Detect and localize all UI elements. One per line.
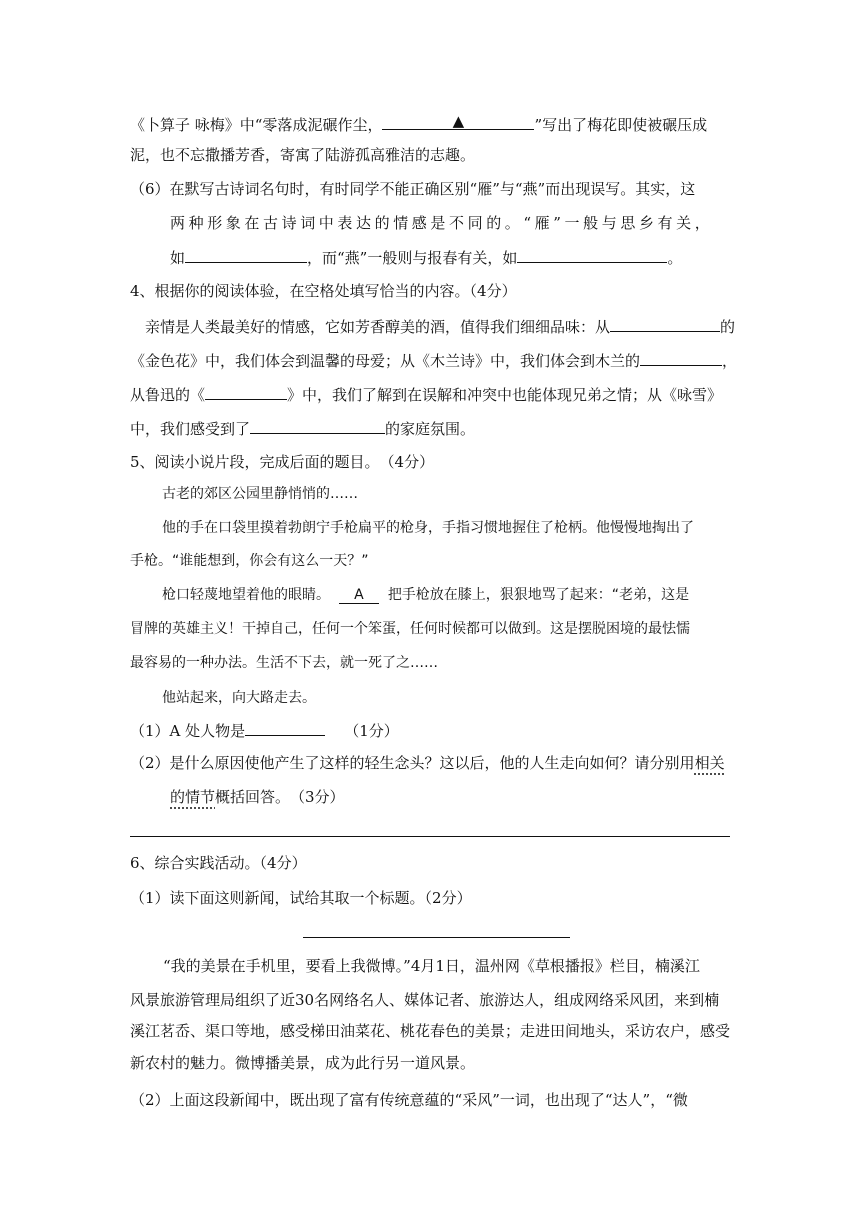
q6-news-line-4: 新农村的魅力。微博播美景，成为此行另一道风景。 [130, 1054, 476, 1072]
q4-text-2b: ， [722, 352, 738, 370]
q5-passage-p2-2: 手枪。“谁能想到，你会有这么一天？” [130, 553, 369, 569]
q4-text-2a: 《金色花》中，我们体会到温馨的母爱；从《木兰诗》中，我们体会到木兰的 [130, 352, 641, 370]
q5-sub2-emphasis-a: 相关 [694, 754, 725, 772]
q6-headline-blank [303, 937, 570, 938]
q3-text-a: 《卜算子 咏梅》中“零落成泥碾作尘， [130, 116, 383, 134]
q3-6-text-b: ，而“燕”一般则与报春有关，如 [307, 249, 518, 267]
q4-line-4 [130, 418, 475, 439]
q4-title: 4、根据你的阅读体验，在空格处填写恰当的内容。（4分） [130, 282, 517, 300]
q6-sub2: （2）上面这段新闻中，既出现了富有传统意蕴的“采风”一词，也出现了“达人”，“微 [130, 1091, 688, 1109]
q4-line-3 [130, 384, 722, 405]
q5-passage-p3-3: 最容易的一种办法。生活不下去，就一死了之…… [130, 655, 438, 671]
q5-sub2-line-2 [170, 787, 345, 807]
q5-sub2-text-a: （2）是什么原因使他产生了这样的轻生念头？这以后，他的人生走向如何？请分别用 [130, 754, 695, 772]
q6-sub1: （1）读下面这则新闻，试给其取一个标题。（2分） [130, 889, 472, 907]
q5-passage-p2-1: 他的手在口袋里摸着勃朗宁手枪扁平的枪身，手指习惯地握住了枪柄。他慢慢地掏出了 [162, 520, 694, 536]
q5-p3-text-a: 枪口轻蔑地望着他的眼睛。 [162, 587, 330, 603]
q6-news-line-2: 风景旅游管理局组织了近30名网络名人、媒体记者、旅游达人，组成网络采风团，来到楠 [130, 991, 720, 1009]
q5-passage-p3-1 [162, 585, 689, 605]
q4-text-3b: 》中，我们了解到在误解和冲突中也能体现兄弟之情；从《咏雪》 [287, 386, 723, 404]
q3-text-b: ”写出了梅花即使被碾压成 [534, 116, 708, 134]
q3-line-1 [130, 114, 707, 135]
q4-blank-3 [205, 384, 287, 400]
q3-6-text-c: 。 [667, 249, 683, 267]
q4-blank-2 [640, 350, 722, 366]
q4-text-4a: 中，我们感受到了 [130, 420, 251, 438]
q3-6-blank-1 [185, 247, 307, 263]
q5-sub2-line-1 [130, 753, 725, 773]
q4-text-1a: 亲情是人类最美好的情感，它如芳香醇美的酒，值得我们细细品味：从 [145, 318, 611, 336]
q4-line-1 [145, 316, 735, 337]
q5-sub1 [130, 720, 399, 741]
q3-line-2: 泥，也不忘撒播芳香，寄寓了陆游孤高雅洁的志趣。 [130, 146, 476, 164]
q4-text-4b: 的家庭氛围。 [385, 420, 476, 438]
triangle-marker-icon: ▲ [452, 112, 465, 130]
q4-line-2 [130, 350, 737, 371]
q3-answer-blank [382, 114, 534, 130]
q5-blank-a: A [339, 585, 379, 604]
q5-passage-p4: 他站起来，向大路走去。 [162, 690, 316, 706]
q6-news-line-1: “我的美景在手机里，要看上我微博。”4月1日，温州网《草根播报》栏目，楠溪江 [163, 957, 700, 975]
q3-6-line-2: 两种形象在古诗词中表达的情感是不同的。“雁”一般与思乡有关， [170, 214, 714, 232]
q5-sub1-text: （1）A 处人物是 [130, 722, 246, 740]
q5-sub2-text-b: 概括回答。 （3分） [215, 788, 345, 806]
q3-6-blank-2 [517, 247, 667, 263]
q5-sub1-blank [245, 720, 325, 736]
q4-blank-4 [250, 418, 385, 434]
q4-text-3a: 从鲁迅的《 [130, 386, 206, 404]
q5-sub1-score: （1分） [344, 722, 399, 740]
q5-passage-p3-2: 冒牌的英雄主义！干掉自己，任何一个笨蛋，任何时候都可以做到。这是摆脱困境的最怯懦 [130, 621, 690, 637]
q5-passage-p1: 古老的郊区公园里静悄悄的…… [162, 486, 358, 502]
q3-6-text-a: 如 [170, 249, 186, 267]
q5-p3-text-b: 把手枪放在膝上，狠狠地骂了起来：“老弟，这是 [387, 587, 690, 603]
section-divider [130, 836, 730, 837]
q5-sub2-emphasis-b: 的情节 [170, 788, 216, 806]
q6-title: 6、综合实践活动。（4分） [130, 854, 307, 872]
q6-news-line-3: 溪江茗岙、渠口等地，感受梯田油菜花、桃花春色的美景；走进田间地头，采访农户，感受 [130, 1022, 731, 1040]
q4-text-1b: 的 [720, 318, 736, 336]
q4-blank-1 [610, 316, 720, 332]
q5-title: 5、阅读小说片段，完成后面的题目。 （4分） [130, 453, 435, 471]
q3-6-line-1: （6）在默写古诗词名句时，有时同学不能正确区别“雁”与“燕”而出现误写。其实，这 [130, 180, 696, 198]
q3-6-line-3 [170, 247, 682, 268]
